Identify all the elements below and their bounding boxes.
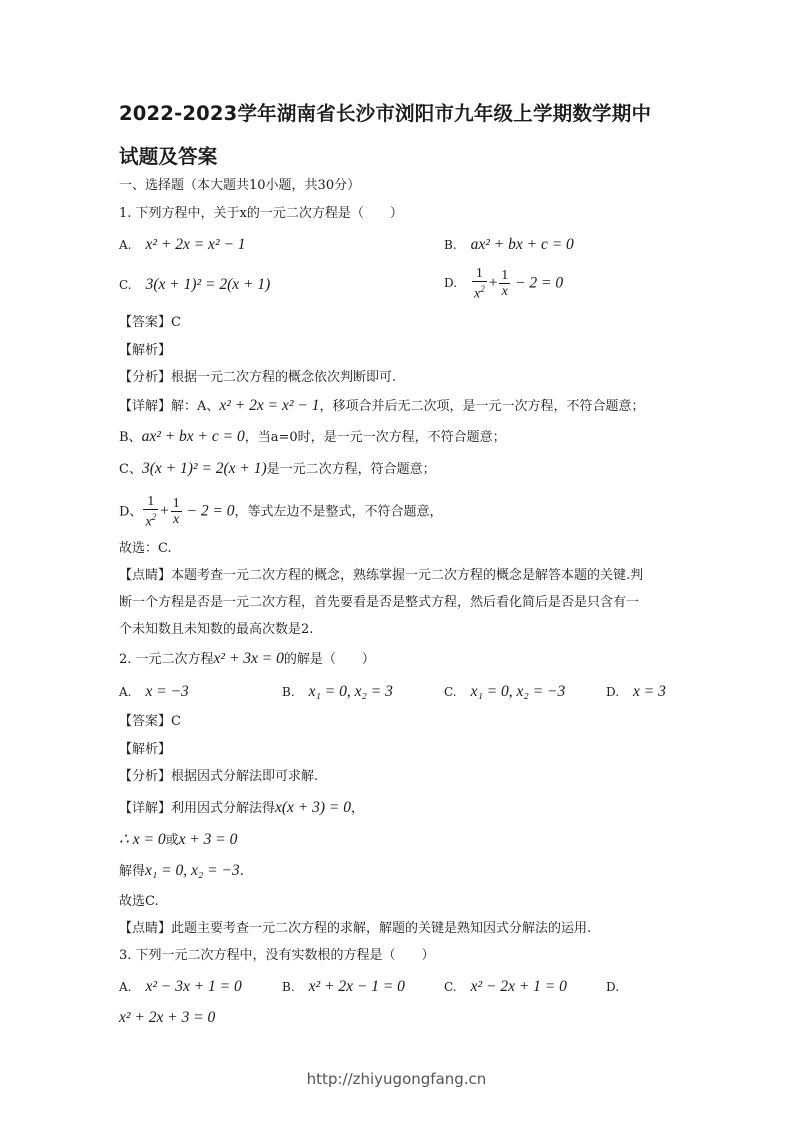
q3-option-a-eq: x² − 3x + 1 = 0 — [145, 978, 242, 995]
q1-detail-d-text: ，等式左边不是整式，不符合题意， — [234, 504, 443, 520]
q1-detail-c — [119, 460, 436, 479]
q1-option-d-frac-2: $\frac{1}{x}$ — [501, 268, 509, 300]
section-heading: 一、选择题（本大题共10小题，共30分） — [119, 178, 361, 193]
q1-dianjing-line-2: 断一个方程是否是一元二次方程，首先要看是否是整式方程，然后看化简后是否是只含有一 — [119, 595, 640, 610]
q1-detail-d-prefix: D、 — [119, 504, 143, 520]
question-1-stem: 1. 下列方程中，关于x的一元二次方程是（ ） — [119, 206, 403, 221]
q2-stem-eq: x² + 3x = 0 — [213, 650, 284, 667]
q1-detail-b-text: ，当a=0时，是一元一次方程，不符合题意； — [244, 430, 506, 445]
q1-answer: 【答案】C — [119, 315, 181, 330]
q2-step-1-eq: ∴ x = 0 — [119, 831, 166, 848]
q2-dianjing: 【点睛】此题主要考查一元二次方程的求解，解题的关键是熟知因式分解法的运用. — [119, 921, 592, 936]
q2-step-2-prefix: 解得 — [119, 864, 146, 879]
question-3-stem: 3. 下列一元二次方程中，没有实数根的方程是（ ） — [119, 948, 435, 963]
q2-step-2-eq: x₁ = 0, x₂ = −3 — [145, 862, 240, 879]
q2-option-d: D. x = 3 — [606, 683, 666, 700]
q1-conclusion: 故选：C. — [119, 541, 172, 556]
q1-option-d-frac-1: $\frac{1}{x^2}$ — [474, 266, 485, 302]
q1-detail-a — [119, 397, 644, 416]
q3-option-d-eq: x² + 2x + 3 = 0 — [119, 1009, 216, 1026]
q2-step-1 — [119, 831, 237, 850]
q1-detail-a-text: ，移项合并后无二次项，是一元一次方程，不符合题意； — [319, 399, 645, 414]
q1-dianjing-line-1: 【点睛】本题考查一元二次方程的概念，熟练掌握一元二次方程的概念是解答本题的关键.判 — [119, 568, 644, 583]
q1-option-c: C. 3(x + 1)² = 2(x + 1) — [119, 276, 271, 293]
q2-detail — [119, 799, 364, 818]
q1-detail-b — [119, 428, 506, 447]
q1-option-a-eq: x² + 2x = x² − 1 — [145, 236, 246, 253]
q2-option-c-eq: x₁ = 0, x₂ = −3 — [470, 683, 566, 700]
q1-option-a: A. x² + 2x = x² − 1 — [119, 236, 246, 253]
footer-watermark-url: http://zhiyugongfang.cn — [306, 1070, 487, 1088]
q2-option-c: C. x₁ = 0, x₂ = −3 — [444, 683, 566, 700]
q1-detail-d: D、 $\frac{1}{x^2}$ + $\frac{1}{x}$ − 2 = 0，等式左边不是整式，不符合题意， — [119, 494, 443, 530]
q1-option-c-eq: 3(x + 1)² = 2(x + 1) — [145, 276, 271, 293]
q1-option-b: B. ax² + bx + c = 0 — [444, 236, 574, 253]
q2-option-b-eq: x₁ = 0, x₂ = 3 — [308, 683, 393, 700]
q2-fenxi: 【分析】根据因式分解法即可求解. — [119, 769, 319, 784]
q2-step-2 — [119, 862, 244, 881]
q3-option-d-label: D. — [606, 980, 620, 994]
q2-option-d-eq: x = 3 — [633, 683, 666, 700]
document-title-line-2: 试题及答案 — [119, 145, 218, 168]
q2-analysis-tag: 【解析】 — [119, 742, 172, 757]
q1-detail-b-eq: ax² + bx + c = 0 — [141, 428, 245, 445]
q2-detail-eq: x(x + 3) = 0 — [275, 799, 352, 816]
q1-detail-c-text: 是一元二次方程，符合题意； — [266, 462, 436, 477]
q1-detail-d-tail: − 2 = 0 — [182, 502, 235, 520]
q2-answer: 【答案】C — [119, 714, 181, 729]
q1-fenxi: 【分析】根据一元二次方程的概念依次判断即可. — [119, 370, 397, 385]
q1-detail-d-frac-1: $\frac{1}{x^2}$ — [145, 494, 157, 530]
q1-detail-c-prefix: C、 — [119, 462, 142, 477]
q2-step-1-or: 或 — [165, 833, 179, 848]
q2-conclusion: 故选C. — [119, 894, 159, 909]
q3-option-a: A. x² − 3x + 1 = 0 — [119, 978, 242, 995]
q1-option-d: D. $\frac{1}{x^2}$ + $\frac{1}{x}$ − 2 = 0 — [444, 266, 564, 302]
q1-option-d-tail: − 2 = 0 — [511, 274, 564, 292]
q1-detail-a-eq: x² + 2x = x² − 1 — [219, 397, 320, 414]
q1-detail-prefix: 【详解】解：A、 — [119, 399, 220, 414]
q2-detail-suffix: ， — [351, 801, 365, 816]
q2-step-1-eq2: x + 3 = 0 — [178, 831, 238, 848]
q2-stem-prefix: 2. 一元二次方程 — [119, 652, 214, 667]
q1-option-b-eq: ax² + bx + c = 0 — [470, 236, 574, 253]
q3-option-b-eq: x² + 2x − 1 = 0 — [308, 978, 405, 995]
q3-option-b: B. x² + 2x − 1 = 0 — [282, 978, 405, 995]
q1-detail-b-prefix: B、 — [119, 430, 142, 445]
q1-detail-d-frac-2: $\frac{1}{x}$ — [172, 496, 180, 528]
q3-option-d — [119, 1009, 215, 1028]
q2-option-a-eq: x = −3 — [145, 683, 189, 700]
question-2-stem — [119, 650, 375, 669]
q2-option-b: B. x₁ = 0, x₂ = 3 — [282, 683, 393, 700]
q2-option-a: A. x = −3 — [119, 683, 189, 700]
q3-option-c-eq: x² − 2x + 1 = 0 — [470, 978, 567, 995]
q2-stem-suffix: 的解是（ ） — [283, 652, 375, 667]
q2-detail-prefix: 【详解】利用因式分解法得 — [119, 801, 276, 816]
document-title-line-1: 2022-2023学年湖南省长沙市浏阳市九年级上学期数学期中 — [119, 102, 652, 125]
q1-detail-c-eq: 3(x + 1)² = 2(x + 1) — [141, 460, 267, 477]
q1-analysis-tag: 【解析】 — [119, 343, 172, 358]
q2-step-2-suffix: . — [239, 864, 244, 879]
q1-dianjing-line-3: 个未知数且未知数的最高次数是2. — [119, 622, 314, 637]
q3-option-c: C. x² − 2x + 1 = 0 — [444, 978, 567, 995]
